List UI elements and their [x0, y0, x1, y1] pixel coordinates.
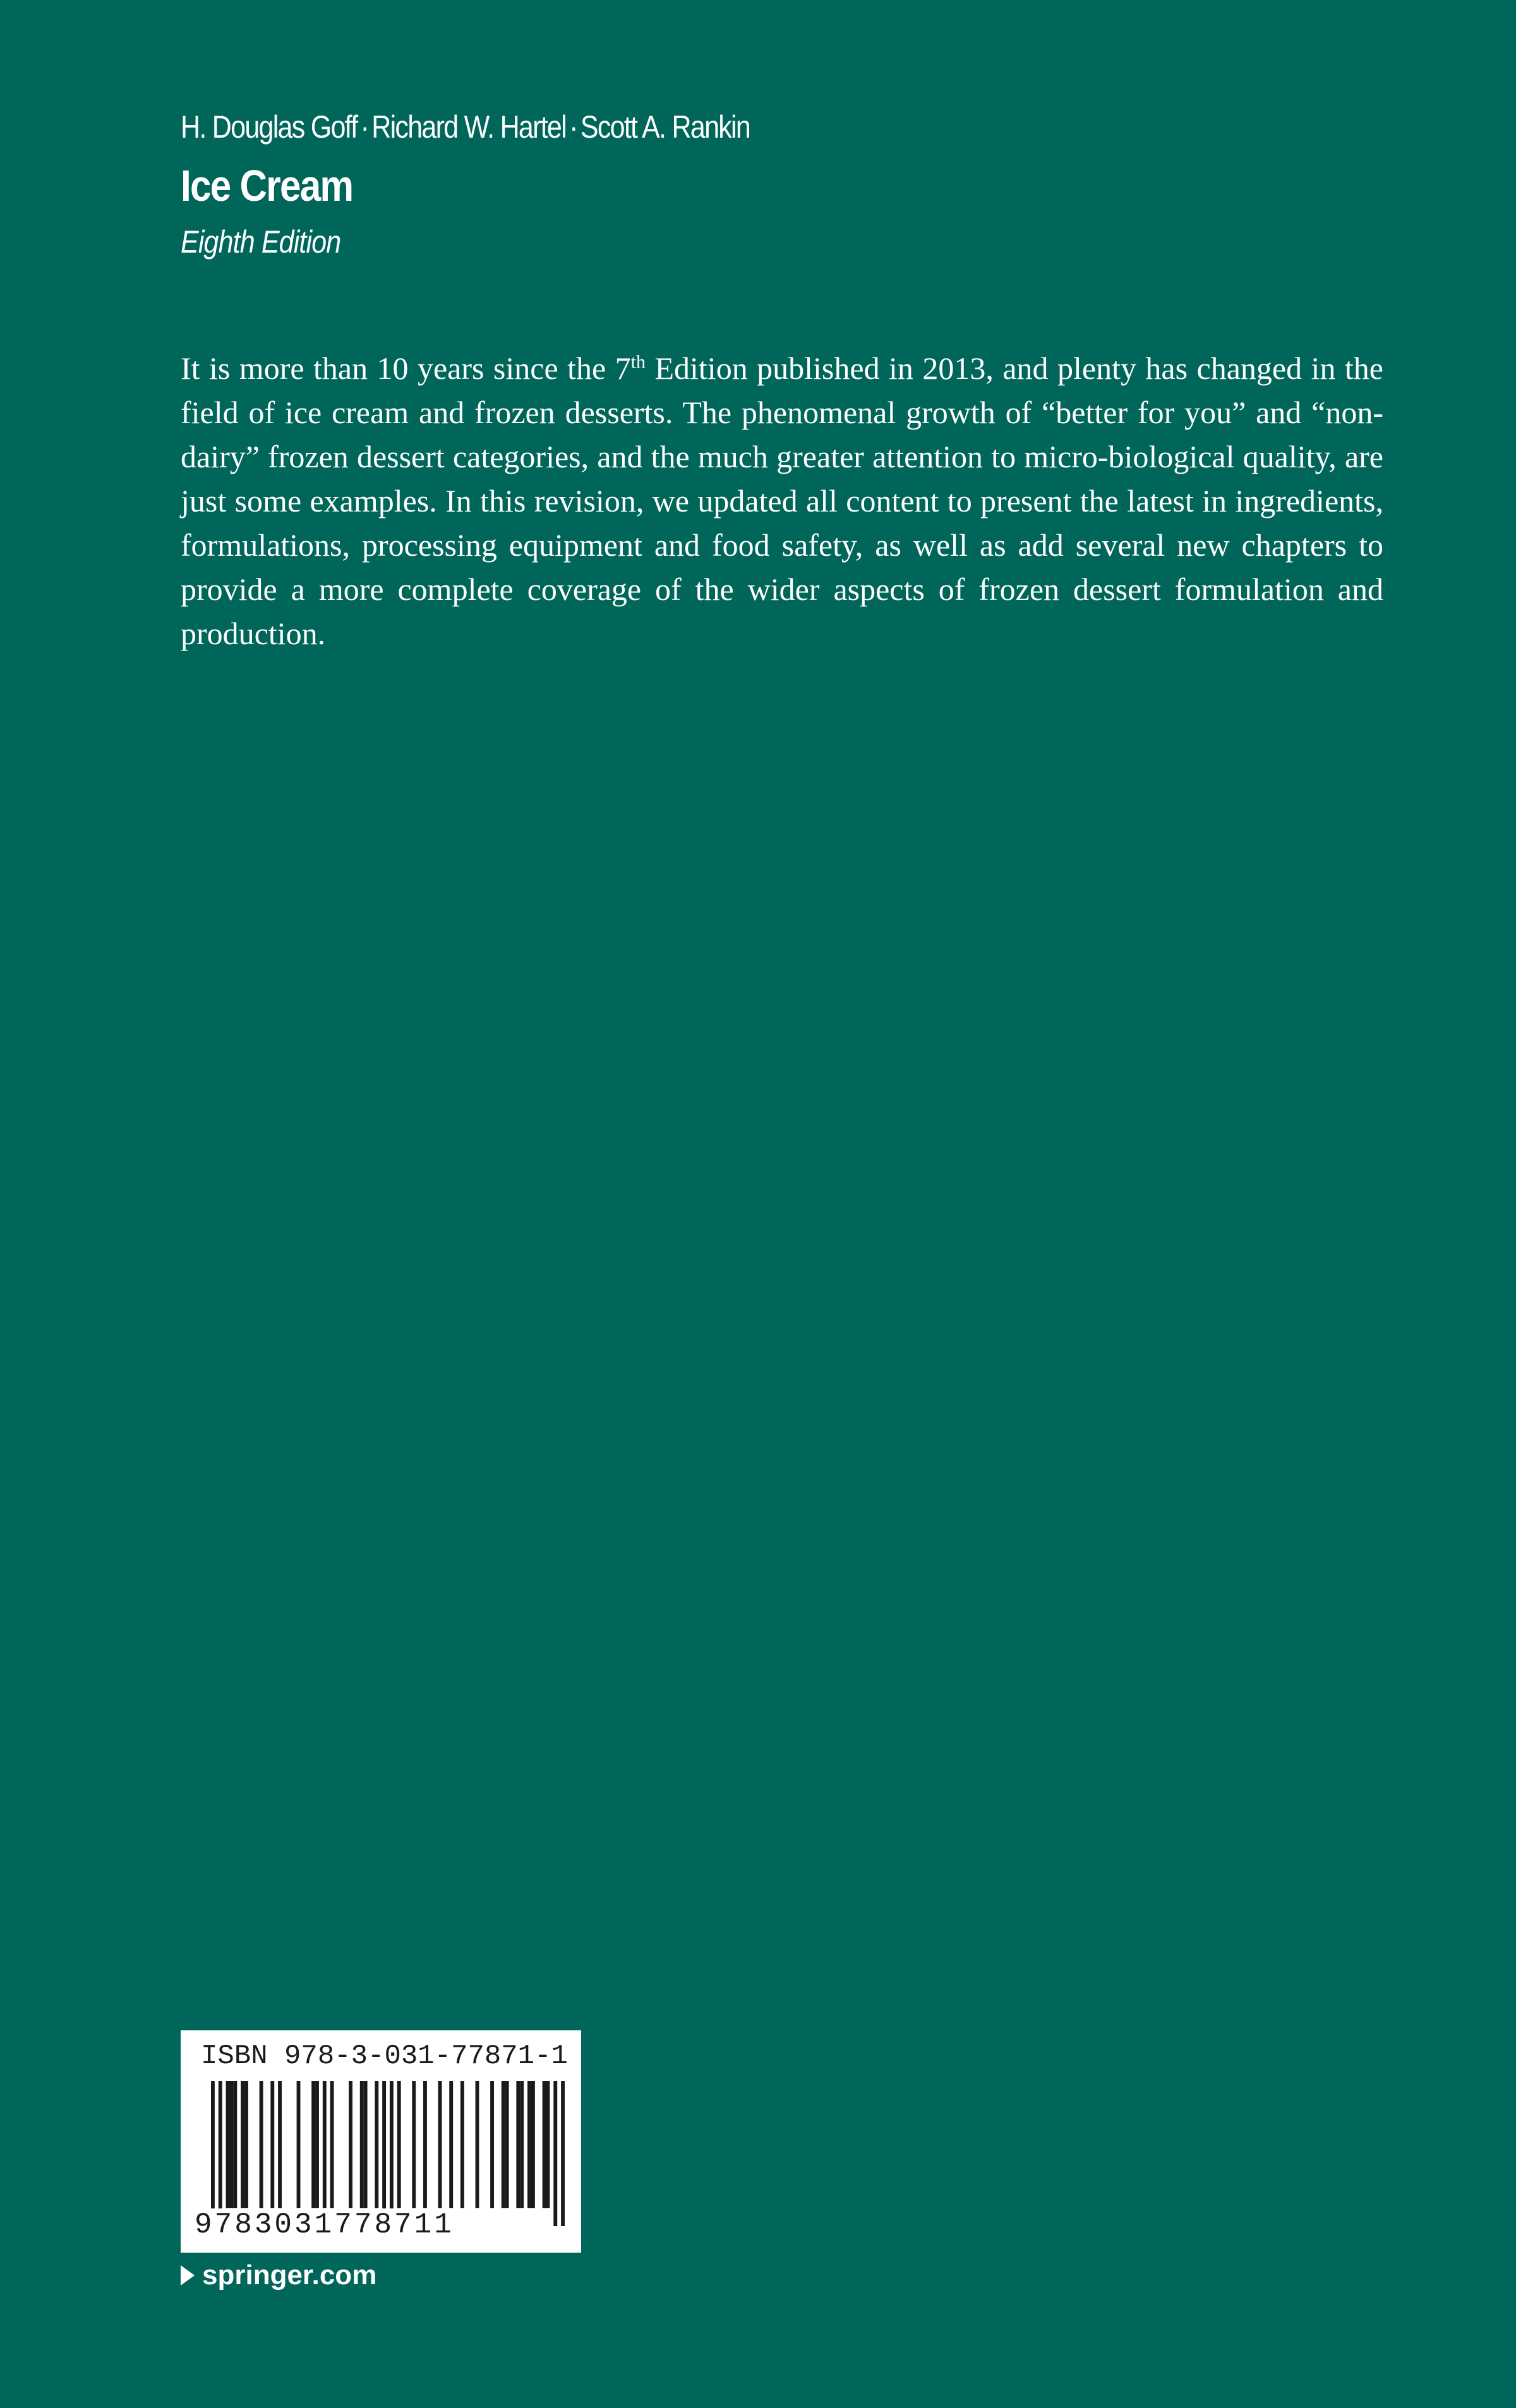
- blurb-part: It is more than 10 years since the 7: [181, 350, 631, 386]
- barcode-bar: [330, 2081, 334, 2208]
- book-title: Ice Cream: [181, 161, 353, 210]
- barcode-bar: [553, 2081, 557, 2226]
- barcode-bar: [349, 2081, 352, 2208]
- edition-label: Eighth Edition: [181, 224, 341, 260]
- author-separator: ·: [569, 109, 577, 145]
- barcode-bar: [520, 2081, 524, 2208]
- barcode-bar: [219, 2081, 222, 2226]
- barcode-digit-string: 9783031778711: [195, 2208, 454, 2241]
- blurb-text: [181, 346, 1383, 656]
- barcode-bar: [241, 2081, 244, 2208]
- barcode-bar: [460, 2081, 464, 2208]
- barcode-bar: [323, 2081, 327, 2208]
- barcode-digits: [195, 2208, 454, 2241]
- barcode-bar: [397, 2081, 401, 2208]
- author-list: [181, 109, 750, 145]
- barcode-bars: [211, 2081, 565, 2226]
- barcode-bar: [278, 2081, 282, 2208]
- author-name: Scott A. Rankin: [580, 109, 750, 145]
- barcode-bar: [423, 2081, 427, 2208]
- blurb-part: Edition published in 2013, and plenty has changed in the field of ice cream and frozen desserts. The phenomenal growth of “better for you” and “non-dairy” frozen dessert categories, and the much greater attention to micro-biological quality, are just some examples. In this revision, we updated all content to present the latest in ingredients, formulations, processing equipment and food safety, as well as add several new chapters to provide a more complete coverage of the wider aspects of frozen dessert formulation and production.: [181, 350, 1383, 651]
- barcode-bar: [476, 2081, 479, 2208]
- barcode-bar: [360, 2081, 364, 2208]
- barcode-bar: [561, 2081, 565, 2226]
- barcode-bar: [412, 2081, 416, 2208]
- author-separator: ·: [360, 109, 369, 145]
- barcode-bar: [364, 2081, 368, 2208]
- barcode-bar: [375, 2081, 378, 2208]
- isbn-label: ISBN 978-3-031-77871-1: [201, 2040, 568, 2072]
- isbn-barcode: [181, 2030, 581, 2253]
- barcode-bar: [490, 2081, 494, 2208]
- barcode-bar: [382, 2081, 386, 2226]
- author-name: Richard W. Hartel: [371, 109, 566, 145]
- arrow-right-icon: [181, 2265, 195, 2285]
- barcode-bar: [260, 2081, 263, 2208]
- barcode-bar: [505, 2081, 509, 2208]
- barcode-bar: [297, 2081, 301, 2208]
- barcode-bar: [229, 2081, 233, 2208]
- author-name: H. Douglas Goff: [181, 109, 358, 145]
- barcode-bar: [244, 2081, 248, 2208]
- barcode-bar: [543, 2081, 546, 2208]
- barcode-bar: [270, 2081, 274, 2208]
- barcode-bar: [315, 2081, 319, 2208]
- ordinal-suffix: th: [630, 351, 646, 373]
- publisher-link[interactable]: [181, 2260, 376, 2291]
- barcode-bar: [516, 2081, 520, 2208]
- barcode-bar: [438, 2081, 442, 2208]
- barcode-bar: [527, 2081, 531, 2208]
- barcode-bar: [311, 2081, 315, 2208]
- barcode-bar: [449, 2081, 453, 2208]
- barcode-bar: [226, 2081, 230, 2208]
- barcode-bar: [211, 2081, 215, 2226]
- barcode-bar: [546, 2081, 550, 2208]
- barcode-bar: [390, 2081, 394, 2226]
- barcode-bar: [233, 2081, 237, 2208]
- barcode-bar: [502, 2081, 505, 2208]
- barcode-bar: [531, 2081, 535, 2208]
- publisher-link-text: springer.com: [202, 2260, 377, 2291]
